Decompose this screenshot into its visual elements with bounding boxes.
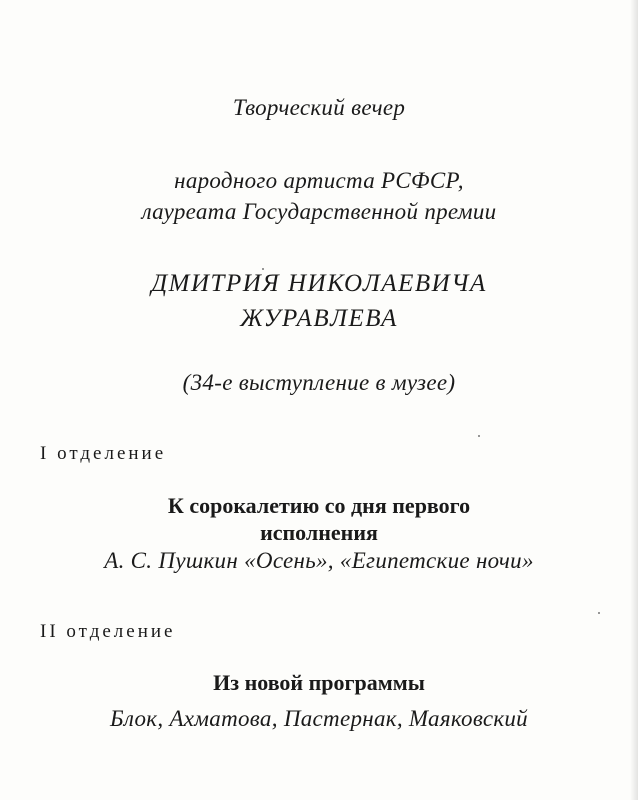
print-speck — [478, 435, 480, 437]
print-speck — [262, 268, 264, 270]
event-heading: Творческий вечер — [232, 95, 406, 120]
part-2-program: Блок, Ахматова, Пастернак, Маяковский — [110, 706, 528, 731]
part-1-label: I отделение — [40, 443, 167, 464]
artist-title-line-2: лауреата Государственной премии — [141, 199, 497, 224]
artist-title-line-1: народного артиста РСФСР, — [174, 168, 464, 193]
part-1-title-line-1: К сорокалетию со дня первого — [167, 493, 471, 518]
page-edge-shadow — [630, 0, 638, 800]
performance-note: (34-е выступление в музее) — [182, 370, 456, 395]
part-2-label: II отделение — [40, 621, 176, 642]
part-2-title: Из новой программы — [213, 670, 425, 695]
print-speck — [598, 612, 600, 614]
part-1-title-line-2: исполнения — [260, 520, 378, 545]
artist-name-line-2: ЖУРАВЛЕВА — [240, 305, 398, 332]
part-1-program: А. С. Пушкин «Осень», «Египетские ночи» — [104, 548, 534, 573]
artist-name-line-1: ДМИТРИЯ НИКОЛАЕВИЧА — [151, 270, 487, 297]
